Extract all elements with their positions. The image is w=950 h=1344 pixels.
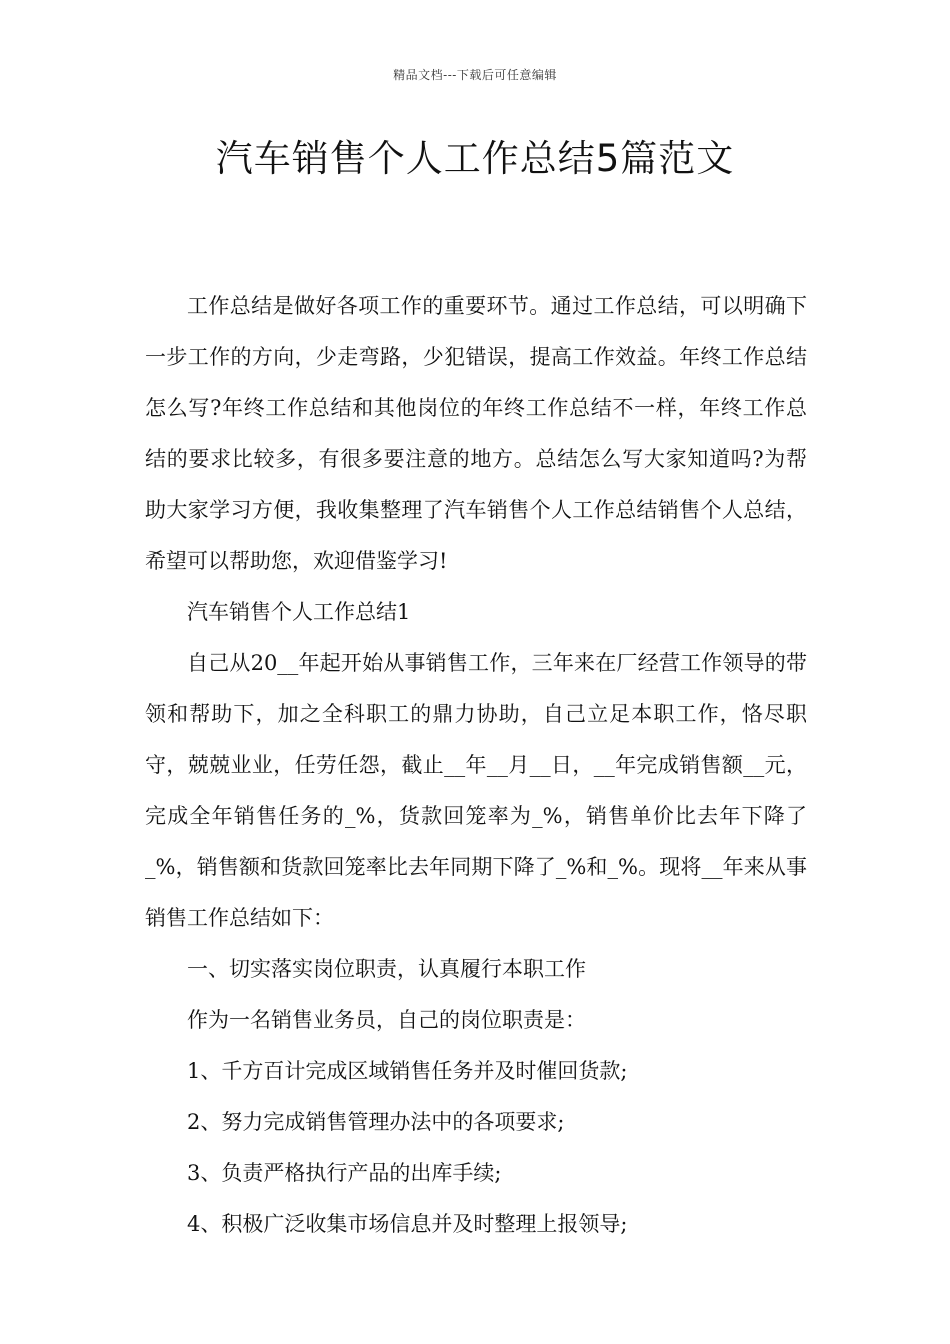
list-item: 2、努力完成销售管理办法中的各项要求; <box>187 1110 565 1134</box>
document-body <box>145 281 807 1250</box>
subsection-heading: 一、切实落实岗位职责，认真履行本职工作 <box>187 957 586 981</box>
body-paragraph: 自己从20__年起开始从事销售工作，三年来在厂经营工作领导的带领和帮助下，加之全科职工的鼎力协助，自己立足本职工作，恪尽职守，兢兢业业，任劳任怨，截止__年__月__日，__年完成销售额__元，完成全年销售任务的_%，货款回笼率为_%，销售单价比去年下降了_%，销售额和货款回笼率比去年同期下降了_%和_%。现将__年来从事销售工作总结如下： <box>145 651 807 930</box>
document-title: 汽车销售个人工作总结5篇范文 <box>215 137 735 180</box>
list-item: 3、负责严格执行产品的出库手续; <box>187 1161 502 1185</box>
intro-paragraph: 工作总结是做好各项工作的重要环节。通过工作总结，可以明确下一步工作的方向，少走弯路，少犯错误，提高工作效益。年终工作总结怎么写?年终工作总结和其他岗位的年终工作总结不一样，年终工作总结的要求比较多，有很多要注意的地方。总结怎么写大家知道吗?为帮助大家学习方便，我收集整理了汽车销售个人工作总结销售个人总结，希望可以帮助您，欢迎借鉴学习! <box>145 294 807 573</box>
list-item: 1、千方百计完成区域销售任务并及时催回货款; <box>187 1059 628 1083</box>
header-note: 精品文档---下载后可任意编辑 <box>393 68 557 82</box>
body-paragraph: 作为一名销售业务员，自己的岗位职责是： <box>187 1008 586 1032</box>
section-heading: 汽车销售个人工作总结1 <box>187 600 411 624</box>
list-item: 4、积极广泛收集市场信息并及时整理上报领导; <box>187 1212 628 1236</box>
